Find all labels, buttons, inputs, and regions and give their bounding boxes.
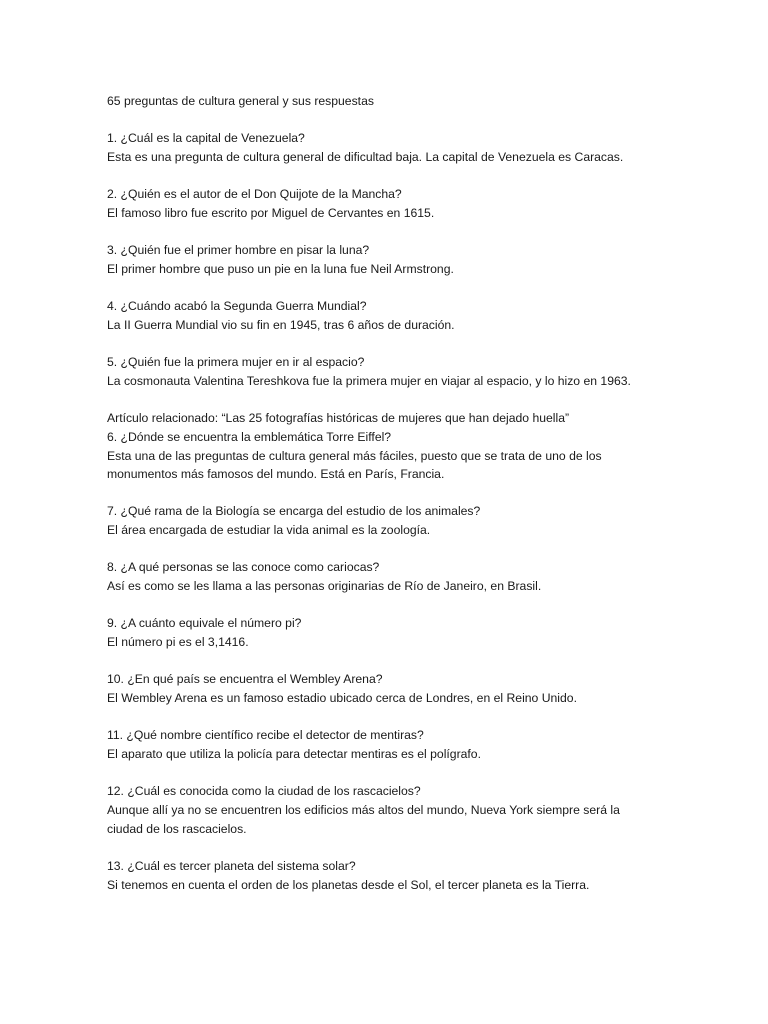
question: 2. ¿Quién es el autor de el Don Quijote de la Mancha? [107, 187, 402, 202]
spacer [107, 540, 727, 559]
question: 1. ¿Cuál es la capital de Venezuela? [107, 131, 305, 146]
qa-item-1 [107, 129, 727, 166]
answer: El área encargada de estudiar la vida animal es la zoología. [107, 523, 431, 538]
spacer [107, 596, 727, 615]
answer: El primer hombre que puso un pie en la luna fue Neil Armstrong. [107, 261, 454, 276]
answer: La II Guerra Mundial vio su fin en 1945, tras 6 años de duración. [107, 317, 455, 332]
answer: ciudad de los rascacielos. [107, 821, 247, 836]
spacer [107, 764, 727, 783]
spacer [107, 279, 727, 298]
spacer [107, 335, 727, 354]
spacer [107, 111, 727, 130]
answer: Si tenemos en cuenta el orden de los planetas desde el Sol, el tercer planeta es la Tierra. [107, 877, 590, 892]
question: 5. ¿Quién fue la primera mujer en ir al espacio? [107, 355, 365, 370]
question: 12. ¿Cuál es conocida como la ciudad de los rascacielos? [107, 784, 421, 799]
qa-item-8 [107, 558, 727, 595]
answer: El aparato que utiliza la policía para detectar mentiras es el polígrafo. [107, 747, 481, 762]
spacer [107, 223, 727, 242]
question: 11. ¿Qué nombre científico recibe el detector de mentiras? [107, 728, 424, 743]
question: 6. ¿Dónde se encuentra la emblemática Torre Eiffel? [107, 429, 392, 444]
answer: monumentos más famosos del mundo. Está en París, Francia. [107, 467, 445, 482]
question: 9. ¿A cuánto equivale el número pi? [107, 616, 302, 631]
qa-item-4 [107, 297, 727, 334]
spacer [107, 708, 727, 727]
qa-item-2 [107, 185, 727, 222]
answer: Aunque allí ya no se encuentren los edificios más altos del mundo, Nueva York siempre será la [107, 803, 620, 817]
answer: El número pi es el 3,1416. [107, 635, 249, 650]
qa-item-3 [107, 241, 727, 278]
answer: Así es como se les llama a las personas originarias de Río de Janeiro, en Brasil. [107, 579, 542, 594]
qa-item-5 [107, 353, 727, 390]
answer: Esta una de las preguntas de cultura general más fáciles, puesto que se trata de uno de los [107, 448, 602, 463]
spacer [107, 838, 727, 857]
qa-item-6 [107, 428, 727, 484]
document-page [107, 92, 727, 894]
related-article-link: Artículo relacionado: “Las 25 fotografías históricas de mujeres que han dejado huella” [107, 411, 570, 426]
question: 3. ¿Quién fue el primer hombre en pisar la luna? [107, 243, 370, 258]
document-title: 65 preguntas de cultura general y sus respuestas [107, 94, 374, 108]
spacer [107, 484, 727, 503]
question: 8. ¿A qué personas se las conoce como cariocas? [107, 560, 380, 575]
question: 4. ¿Cuándo acabó la Segunda Guerra Mundial? [107, 299, 367, 314]
answer: La cosmonauta Valentina Tereshkova fue la primera mujer en viajar al espacio, y lo hizo en 1963. [107, 373, 631, 388]
spacer [107, 167, 727, 186]
qa-item-7 [107, 502, 727, 539]
spacer [107, 652, 727, 671]
qa-item-10 [107, 670, 727, 707]
qa-item-12 [107, 782, 727, 838]
spacer [107, 391, 727, 410]
question: 7. ¿Qué rama de la Biología se encarga del estudio de los animales? [107, 504, 481, 519]
answer: El famoso libro fue escrito por Miguel de Cervantes en 1615. [107, 205, 435, 220]
qa-item-11 [107, 726, 727, 763]
answer: El Wembley Arena es un famoso estadio ubicado cerca de Londres, en el Reino Unido. [107, 691, 577, 706]
answer: Esta es una pregunta de cultura general de dificultad baja. La capital de Venezuela es Caracas. [107, 149, 624, 164]
qa-item-13 [107, 857, 727, 894]
question: 10. ¿En qué país se encuentra el Wembley Arena? [107, 672, 383, 687]
question: 13. ¿Cuál es tercer planeta del sistema solar? [107, 858, 356, 873]
qa-item-9 [107, 614, 727, 651]
